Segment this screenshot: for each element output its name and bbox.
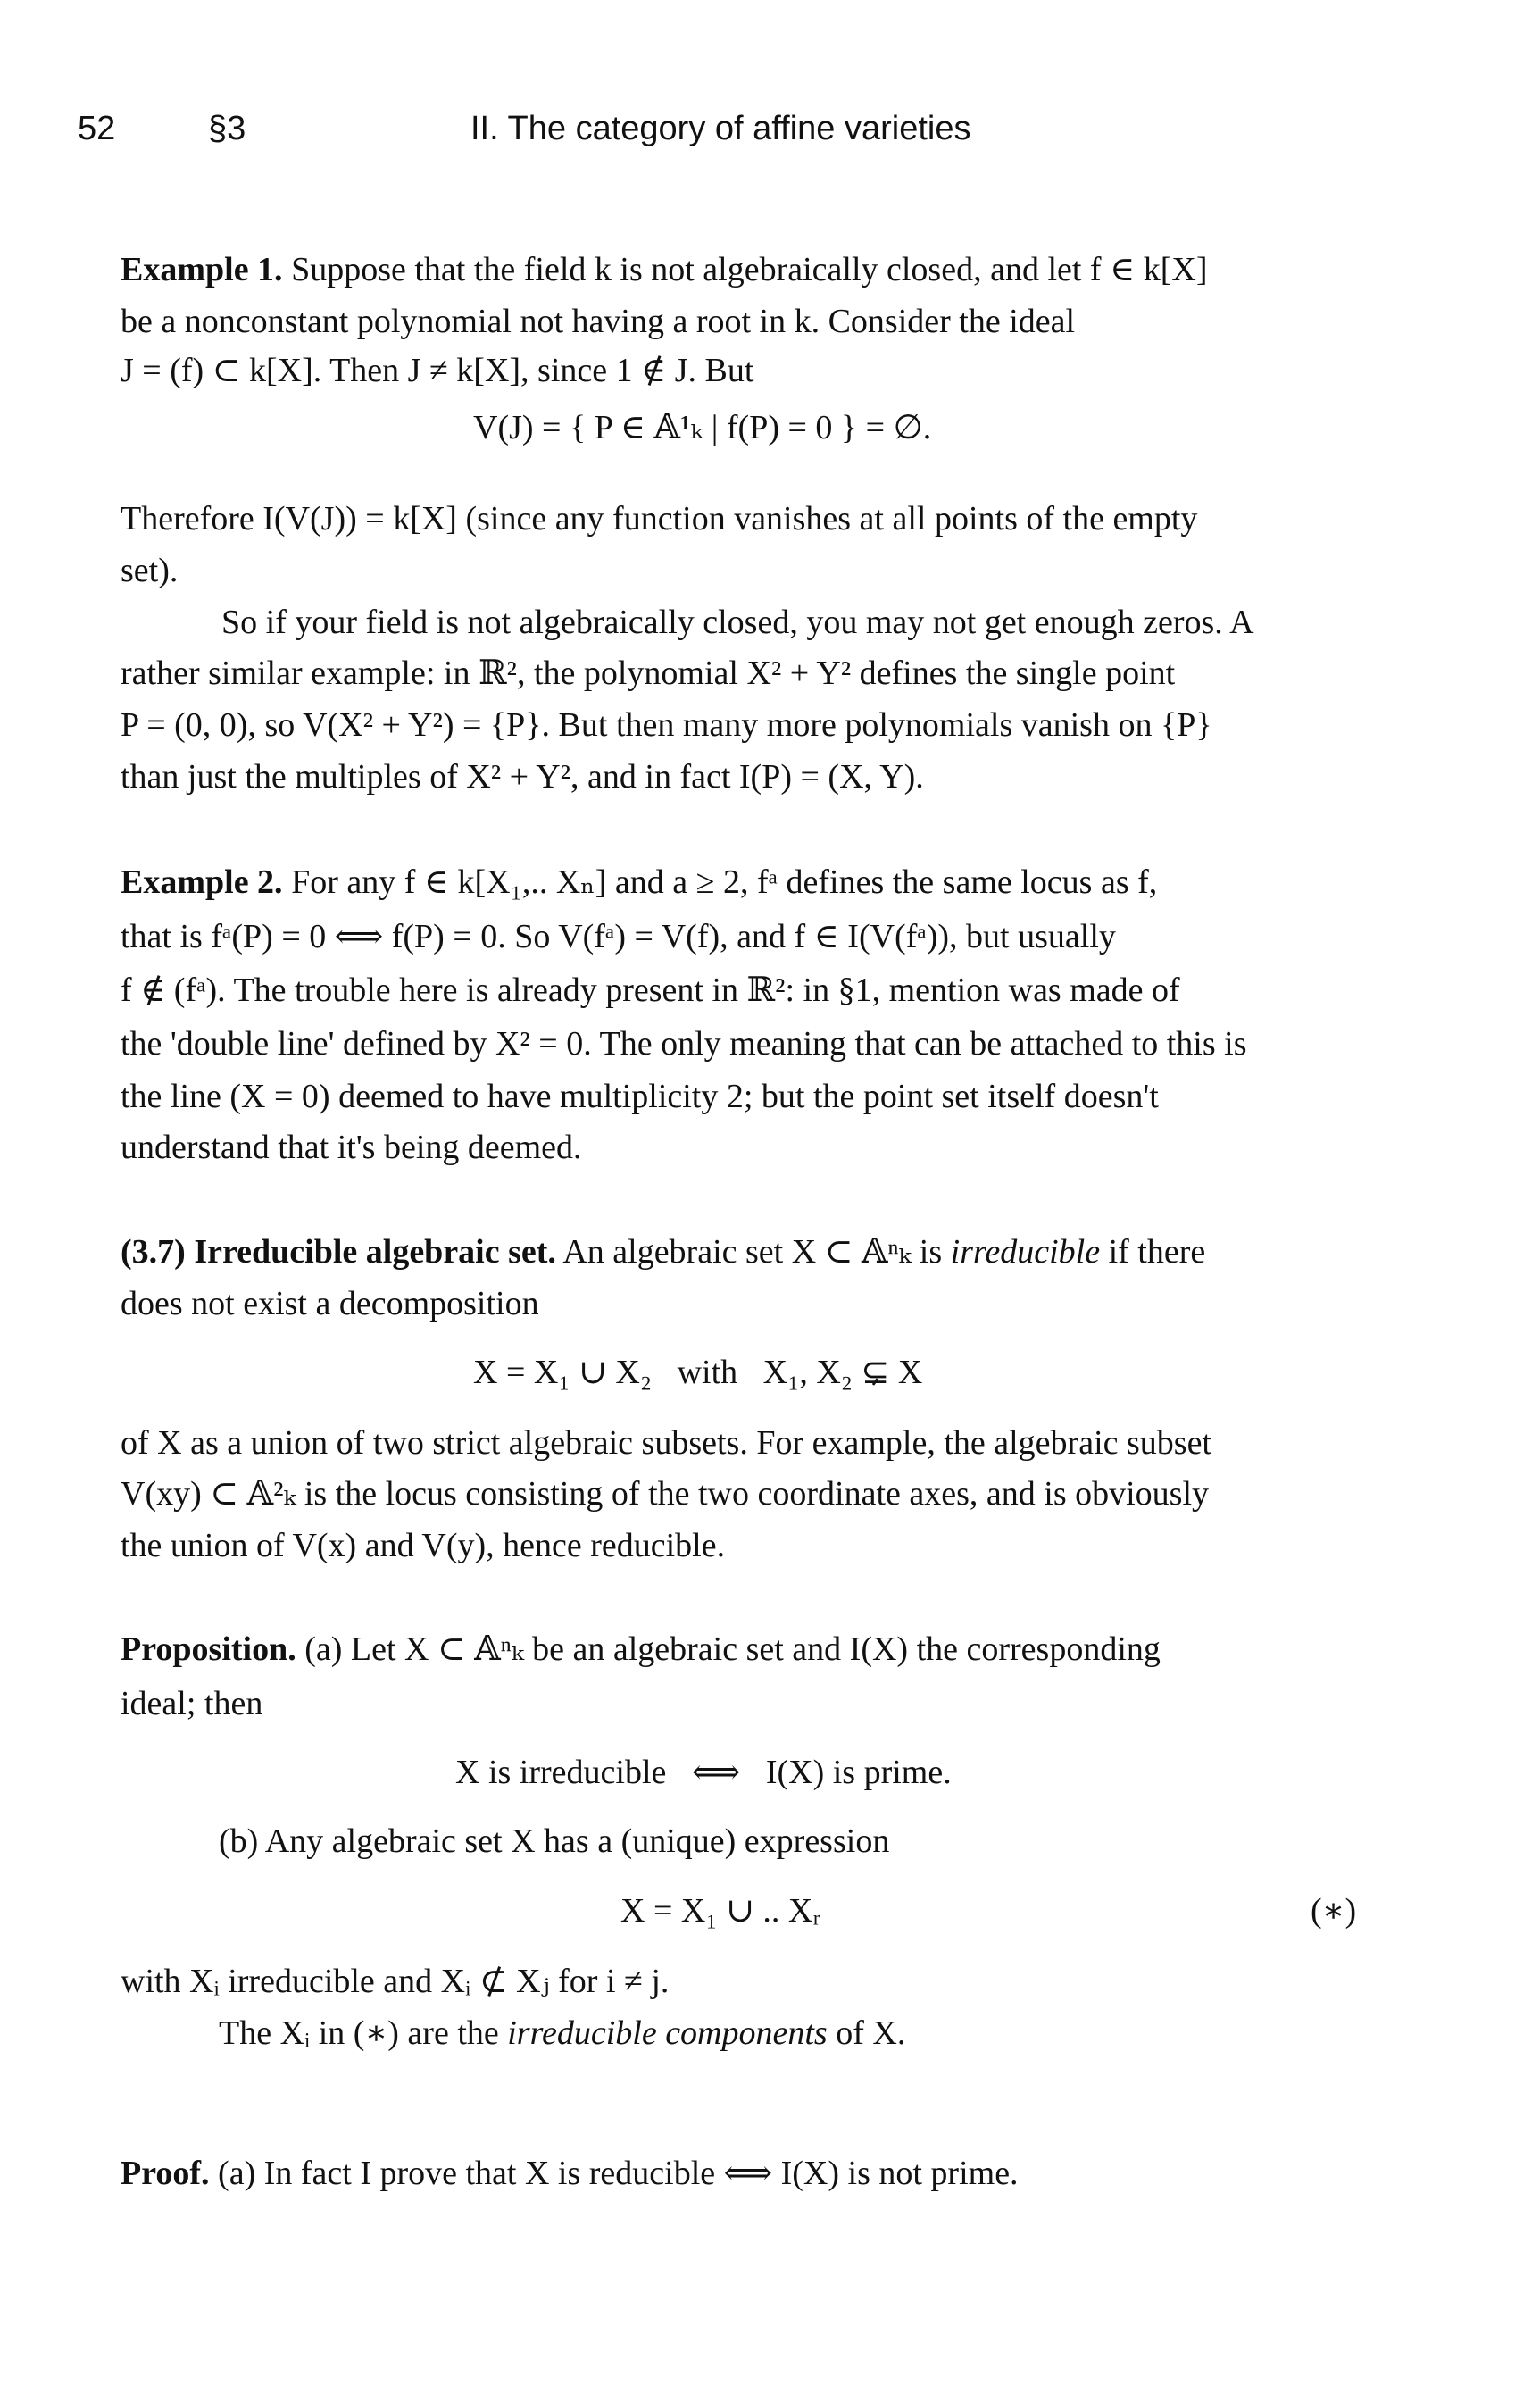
example1-line1: Example 1. Suppose that the field k is not algebraically closed, and let f ∈ k[X]	[121, 251, 1208, 288]
example2-line6: understand that it's being deemed.	[121, 1129, 582, 1166]
example2-line5: the line (X = 0) deemed to have multiplicity 2; but the point set itself doesn't	[121, 1078, 1159, 1115]
example1-line4: Therefore I(V(J)) = k[X] (since any function vanishes at all points of the empty	[121, 500, 1198, 538]
section-3-7-line4: V(xy) ⊂ 𝔸²ₖ is the locus consisting of the two coordinate axes, and is obviously	[121, 1475, 1210, 1513]
proposition-part-b: (b) Any algebraic set X has a (unique) expression	[219, 1822, 890, 1860]
example2-line2: that is fᵃ(P) = 0 ⟺ f(P) = 0. So V(fᵃ) = V(f), and f ∈ I(V(fᵃ)), but usually	[121, 918, 1116, 955]
proposition-line3: with Xᵢ irreducible and Xᵢ ⊄ Xⱼ for i ≠ j.	[121, 1963, 670, 2000]
section-3-7-line5: the union of V(x) and V(y), hence reducible.	[121, 1527, 726, 1564]
proposition-line2: ideal; then	[121, 1685, 263, 1722]
page-number: 52	[78, 110, 116, 147]
proposition-line1: Proposition. (a) Let X ⊂ 𝔸ⁿₖ be an algebraic set and I(X) the corresponding	[121, 1630, 1161, 1668]
proof-line1: Proof. (a) In fact I prove that X is reducible ⟺ I(X) is not prime.	[121, 2155, 1019, 2192]
example1-para2-line2: rather similar example: in ℝ², the polynomial X² + Y² defines the single point	[121, 655, 1176, 692]
example2-line1: Example 2. For any f ∈ k[X₁,.. Xₙ] and a ≥ 2, fᵃ defines the same locus as f,	[121, 863, 1158, 901]
example2-line3: f ∉ (fᵃ). The trouble here is already present in ℝ²: in §1, mention was made of	[121, 971, 1180, 1009]
example1-para2-line3: P = (0, 0), so V(X² + Y²) = {P}. But then many more polynomials vanish on {P}	[121, 706, 1212, 744]
example1-formula: V(J) = { P ∈ 𝔸¹ₖ | f(P) = 0 } = ∅.	[473, 409, 932, 446]
example1-line3: J = (f) ⊂ k[X]. Then J ≠ k[X], since 1 ∉ J. But	[121, 352, 754, 389]
proposition-formula-b: X = X₁ ∪ .. Xᵣ	[620, 1892, 821, 1930]
proposition-line4: The Xᵢ in (∗) are the irreducible components of X.	[219, 2014, 906, 2052]
proposition-formula-b-tag: (∗)	[1311, 1892, 1357, 1930]
example1-line2: be a nonconstant polynomial not having a root in k. Consider the ideal	[121, 303, 1076, 340]
example1-label: Example 1.	[121, 251, 283, 288]
section-3-7-line1: (3.7) Irreducible algebraic set. An algebraic set X ⊂ 𝔸ⁿₖ is irreducible if there	[121, 1233, 1206, 1271]
example1-para2-line4: than just the multiples of X² + Y², and in fact I(P) = (X, Y).	[121, 758, 924, 796]
example1-para2-line1: So if your field is not algebraically closed, you may not get enough zeros. A	[221, 604, 1254, 641]
example1-line5: set).	[121, 552, 179, 589]
section-3-7-heading: (3.7) Irreducible algebraic set.	[121, 1233, 556, 1271]
section-number: §3	[208, 110, 246, 147]
example2-line4: the 'double line' defined by X² = 0. The only meaning that can be attached to this is	[121, 1025, 1247, 1063]
proposition-label: Proposition.	[121, 1630, 296, 1668]
chapter-title: II. The category of affine varieties	[470, 110, 971, 147]
section-3-7-line3: of X as a union of two strict algebraic subsets. For example, the algebraic subset	[121, 1424, 1211, 1462]
proposition-formula-a: X is irreducible ⟺ I(X) is prime.	[455, 1754, 952, 1791]
section-3-7-line2: does not exist a decomposition	[121, 1285, 539, 1322]
example2-label: Example 2.	[121, 863, 283, 901]
proof-label: Proof.	[121, 2155, 210, 2192]
section-3-7-formula: X = X₁ ∪ X₂ with X₁, X₂ ⊊ X	[473, 1354, 923, 1391]
